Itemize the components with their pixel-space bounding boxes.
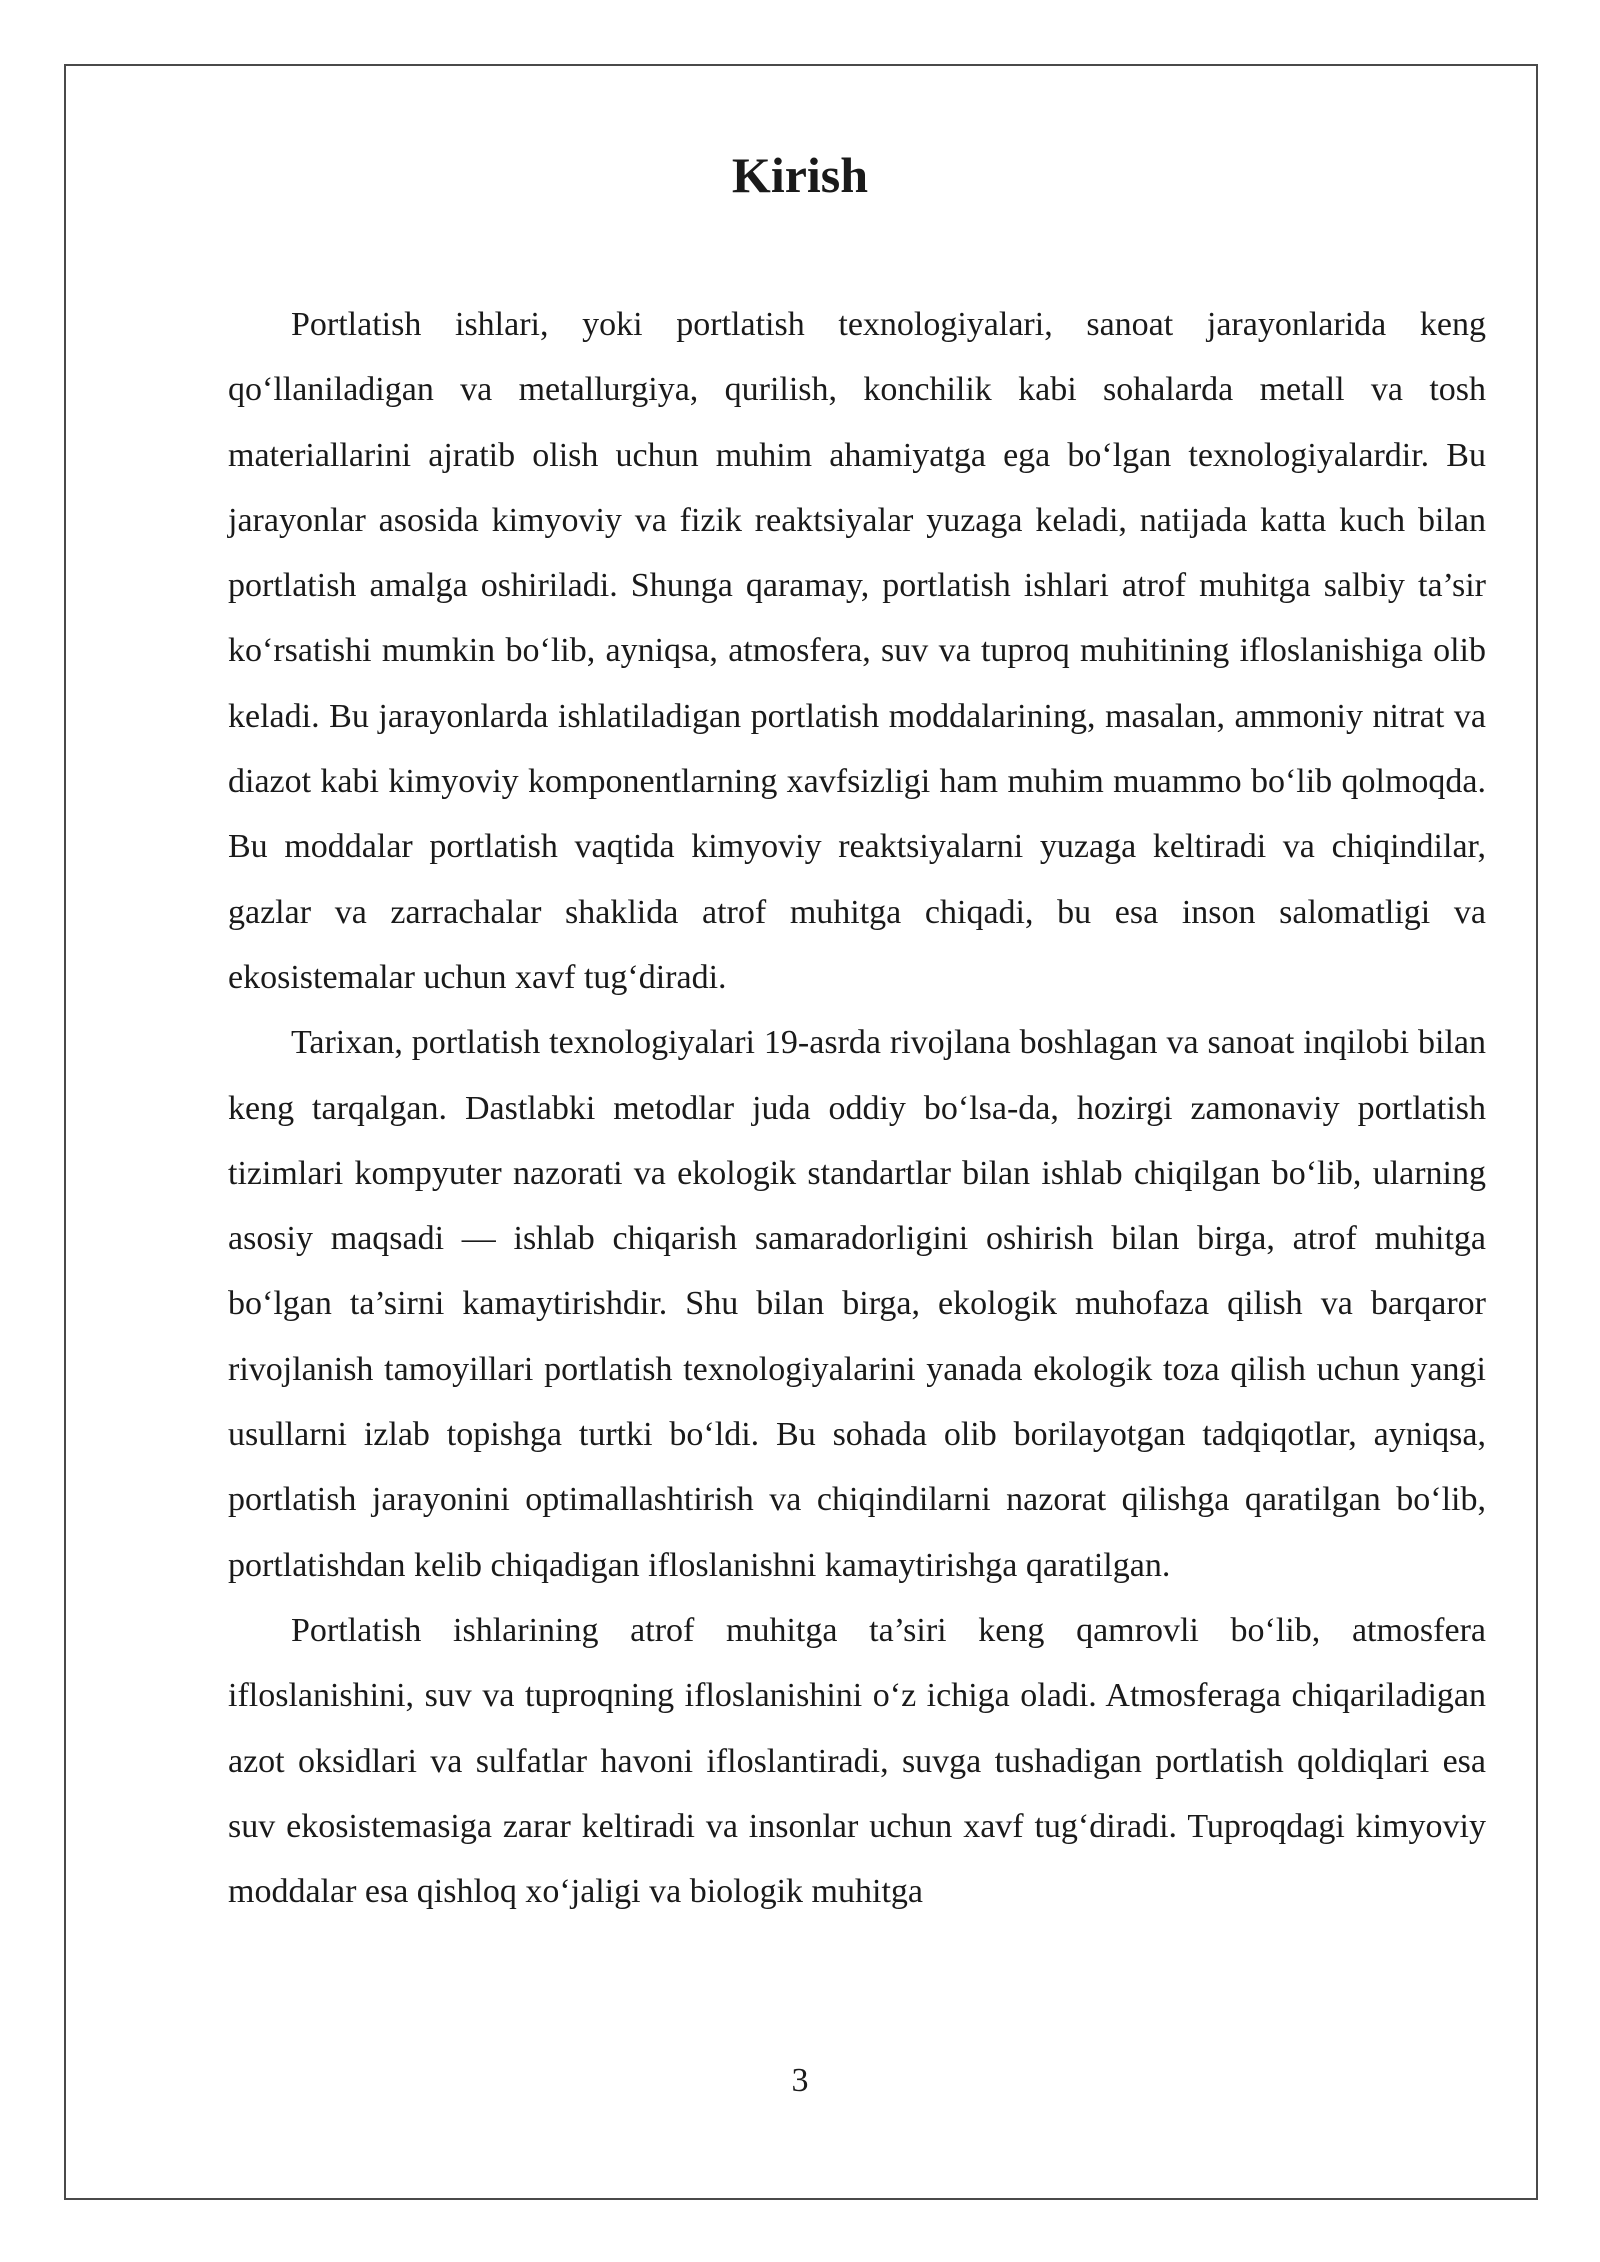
- page-number: 3: [791, 2062, 809, 2099]
- paragraph-1: Portlatish ishlari, yoki portlatish texnologiyalari, sanoat jarayonlarida keng qo‘llaniladigan va metallurgiya, qurilish, konchilik kabi sohalarda metall va tosh materiallarini ajratib olish uchun muhim ahamiyatga ega bo‘lgan texnologiyalardir. Bu jarayonlar asosida kimyoviy va fizik reaktsiyalar yuzaga keladi, natijada katta kuch bilan portlatish amalga oshiriladi. Shunga qaramay, portlatish ishlari atrof muhitga salbiy ta’sir ko‘rsatishi mumkin bo‘lib, ayniqsa, atmosfera, suv va tuproq muhitining ifloslanishiga olib keladi. Bu jarayonlarda ishlatiladigan portlatish moddalarining, masalan, ammoniy nitrat va diazot kabi kimyoviy komponentlarning xavfsizligi ham muhim muammo bo‘lib qolmoqda. Bu moddalar portlatish vaqtida kimyoviy reaktsiyalarni yuzaga keltiradi va chiqindilar, gazlar va zarrachalar shaklida atrof muhitga chiqadi, bu esa inson salomatligi va ekosistemalar uchun xavf tug‘diradi.: [228, 306, 1486, 996]
- body-text: [228, 292, 1486, 1924]
- paragraph-2: Tarixan, portlatish texnologiyalari 19-asrda rivojlana boshlagan va sanoat inqilobi bilan keng tarqalgan. Dastlabki metodlar juda oddiy bo‘lsa-da, hozirgi zamonaviy portlatish tizimlari kompyuter nazorati va ekologik standartlar bilan ishlab chiqilgan bo‘lib, ularning asosiy maqsadi — ishlab chiqarish samaradorligini oshirish bilan birga, atrof muhitga bo‘lgan ta’sirni kamaytirishdir. Shu bilan birga, ekologik muhofaza qilish va barqaror rivojlanish tamoyillari portlatish texnologiyalarini yanada ekologik toza qilish uchun yangi usullarni izlab topishga turtki bo‘ldi. Bu sohada olib borilayotgan tadqiqotlar, ayniqsa, portlatish jarayonini optimallashtirish va chiqindilarni nazorat qilishga qaratilgan bo‘lib, portlatishdan kelib chiqadigan ifloslanishni kamaytirishga qaratilgan.: [228, 1024, 1486, 1584]
- paragraph-3: Portlatish ishlarining atrof muhitga ta’siri keng qamrovli bo‘lib, atmosfera ifloslanishini, suv va tuproqning ifloslanishini o‘z ichiga oladi. Atmosferaga chiqariladigan azot oksidlari va sulfatlar havoni ifloslantiradi, suvga tushadigan portlatish qoldiqlari esa suv ekosistemasiga zarar keltiradi va insonlar uchun xavf tug‘diradi. Tuproqdagi kimyoviy moddalar esa qishloq xo‘jaligi va biologik muhitga: [228, 1611, 1486, 1911]
- section-title: Kirish: [731, 147, 869, 203]
